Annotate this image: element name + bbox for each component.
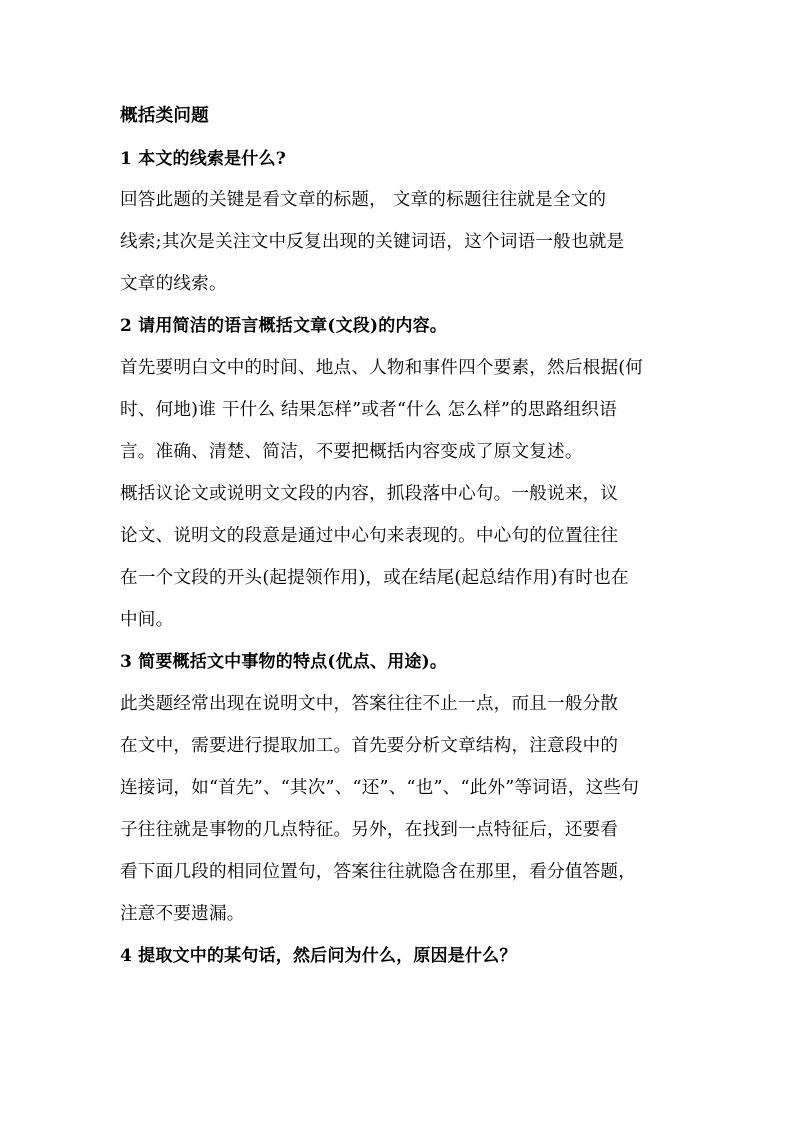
section-3-line-2: 在文中，需要进行提取加工。首先要分析文章结构，注意段中的 <box>120 736 619 756</box>
section-1-line-1: 回答此题的关键是看文章的标题， 文章的标题往往就是全文的 <box>120 190 607 210</box>
section-4-heading: 4 提取文中的某句话，然后问为什么，原因是什么？ <box>120 946 517 966</box>
section-3-line-4: 子往往就是事物的几点特征。另外，在找到一点特征后，还要看 <box>120 820 619 840</box>
section-1-heading: 1 本文的线索是什么? <box>120 149 286 169</box>
section-1-line-3: 文章的线索。 <box>120 274 227 294</box>
section-2-p2-line-2: 论文、说明文的段意是通过中心句来表现的。中心句的位置往往 <box>120 526 619 546</box>
section-3-line-1: 此类题经常出现在说明文中，答案往往不止一点，而且一般分散 <box>120 694 619 714</box>
section-1-line-2: 线索;其次是关注文中反复出现的关键词语，这个词语一般也就是 <box>120 232 625 252</box>
section-3-line-6: 注意不要遗漏。 <box>120 904 245 924</box>
section-3-line-3: 连接词，如“首先”、“其次”、“还”、“也”、“此外”等词语，这些句 <box>120 778 639 798</box>
section-2-heading: 2 请用简洁的语言概括文章(文段)的内容。 <box>120 316 448 336</box>
section-2-p2-line-4: 中间。 <box>120 610 174 630</box>
section-2-p1-line-1: 首先要明白文中的时间、地点、人物和事件四个要素，然后根据(何 <box>120 358 644 378</box>
section-2-p1-line-2: 时、何地)谁 干什么 结果怎样”或者“什么 怎么样”的思路组织语 <box>120 400 617 420</box>
section-2-p1-line-3: 言。准确、清楚、简洁，不要把概括内容变成了原文复述。 <box>120 442 583 462</box>
section-2-p2-line-3: 在一个文段的开头(起提领作用)，或在结尾(起总结作用)有时也在 <box>120 568 629 588</box>
document-title: 概括类问题 <box>120 105 209 126</box>
section-2-p2-line-1: 概括议论文或说明文文段的内容，抓段落中心句。一般说来，议 <box>120 484 619 504</box>
section-3-heading: 3 简要概括文中事物的特点(优点、用途)。 <box>120 652 448 672</box>
section-3-line-5: 看下面几段的相同位置句，答案往往就隐含在那里，看分值答题， <box>120 862 637 882</box>
